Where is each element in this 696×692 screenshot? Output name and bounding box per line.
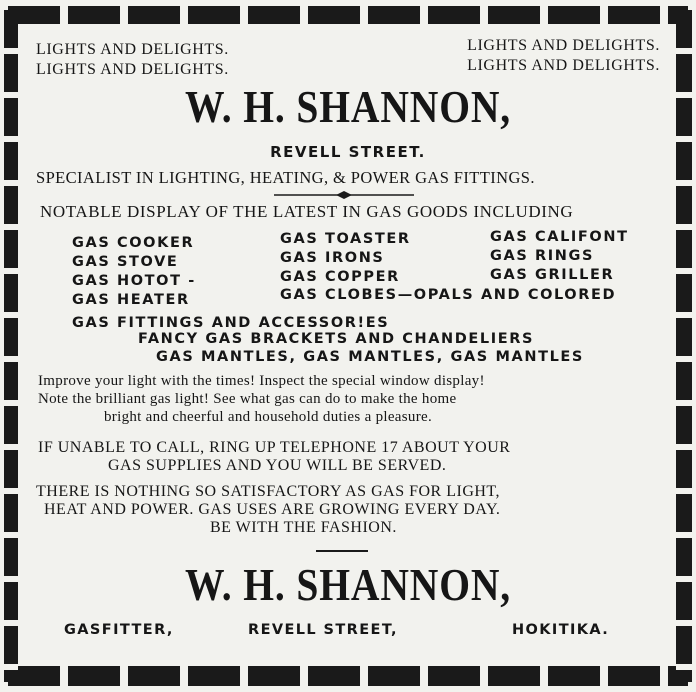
goods-item: GAS RINGS	[490, 248, 595, 264]
telephone-line: IF UNABLE TO CALL, RING UP TELEPHONE 17 ABOUT YOUR	[38, 439, 511, 456]
slogan-line: LIGHTS AND DELIGHTS.	[467, 37, 660, 54]
goods-item: GAS COOKER	[72, 235, 195, 251]
goods-column-1	[72, 234, 196, 310]
business-name-footer: W. H. SHANNON,	[184, 559, 512, 610]
telephone-line: GAS SUPPLIES AND YOU WILL BE SERVED.	[108, 457, 447, 474]
closing-slogan-line: HEAT AND POWER. GAS USES ARE GROWING EVERY DAY.	[44, 501, 501, 518]
advertisement-body	[24, 30, 672, 662]
goods-item: GAS COPPER	[280, 269, 400, 285]
improve-line: bright and cheerful and household duties a pleasure.	[104, 409, 432, 425]
goods-mantles: GAS MANTLES, GAS MANTLES, GAS MANTLES	[156, 349, 584, 365]
footer-town: HOKITIKA.	[512, 622, 610, 638]
decorative-border-left	[4, 10, 18, 682]
footer-trade: GASFITTER,	[64, 622, 174, 638]
improve-line: Improve your light with the times! Inspect the special window display!	[38, 373, 485, 389]
closing-slogan-line: THERE IS NOTHING SO SATISFACTORY AS GAS FOR LIGHT,	[36, 483, 501, 500]
improve-line: Note the brilliant gas light! See what gas can do to make the home	[38, 391, 457, 407]
decorative-border-top	[8, 6, 688, 24]
business-name-heading: W. H. SHANNON,	[184, 81, 512, 132]
goods-item: GAS HEATER	[72, 292, 190, 308]
slogan-line: LIGHTS AND DELIGHTS.	[467, 57, 660, 74]
goods-fittings: GAS FITTINGS AND ACCESSOR!ES	[72, 315, 390, 331]
slogan-right	[467, 36, 660, 76]
goods-globes: GAS CLOBES—OPALS AND COLORED	[280, 287, 617, 303]
decorative-border-bottom	[8, 666, 688, 686]
slogan-line: LIGHTS AND DELIGHTS.	[36, 41, 229, 58]
decorative-border-right	[676, 10, 692, 682]
goods-fancy-brackets: FANCY GAS BRACKETS AND CHANDELIERS	[138, 331, 535, 347]
footer-street: REVELL STREET,	[248, 622, 398, 638]
ornament-rule	[244, 190, 444, 200]
slogan-left	[36, 40, 229, 80]
goods-column-3	[490, 228, 629, 285]
goods-item: GAS HOTOT -	[72, 273, 196, 289]
slogan-line: LIGHTS AND DELIGHTS.	[36, 61, 229, 78]
goods-item: GAS CALIFONT	[490, 229, 629, 245]
goods-item: GAS TOASTER	[280, 231, 411, 247]
goods-item: GAS STOVE	[72, 254, 179, 270]
goods-column-2	[280, 230, 411, 287]
specialist-line: SPECIALIST IN LIGHTING, HEATING, & POWER GAS FITTINGS.	[36, 168, 535, 187]
street-address: REVELL STREET.	[270, 143, 426, 161]
closing-slogan-line: BE WITH THE FASHION.	[210, 519, 397, 536]
notable-display-line: NOTABLE DISPLAY OF THE LATEST IN GAS GOODS INCLUDING	[40, 202, 574, 221]
goods-item: GAS GRILLER	[490, 267, 615, 283]
goods-item: GAS IRONS	[280, 250, 385, 266]
divider-rule	[316, 550, 368, 552]
